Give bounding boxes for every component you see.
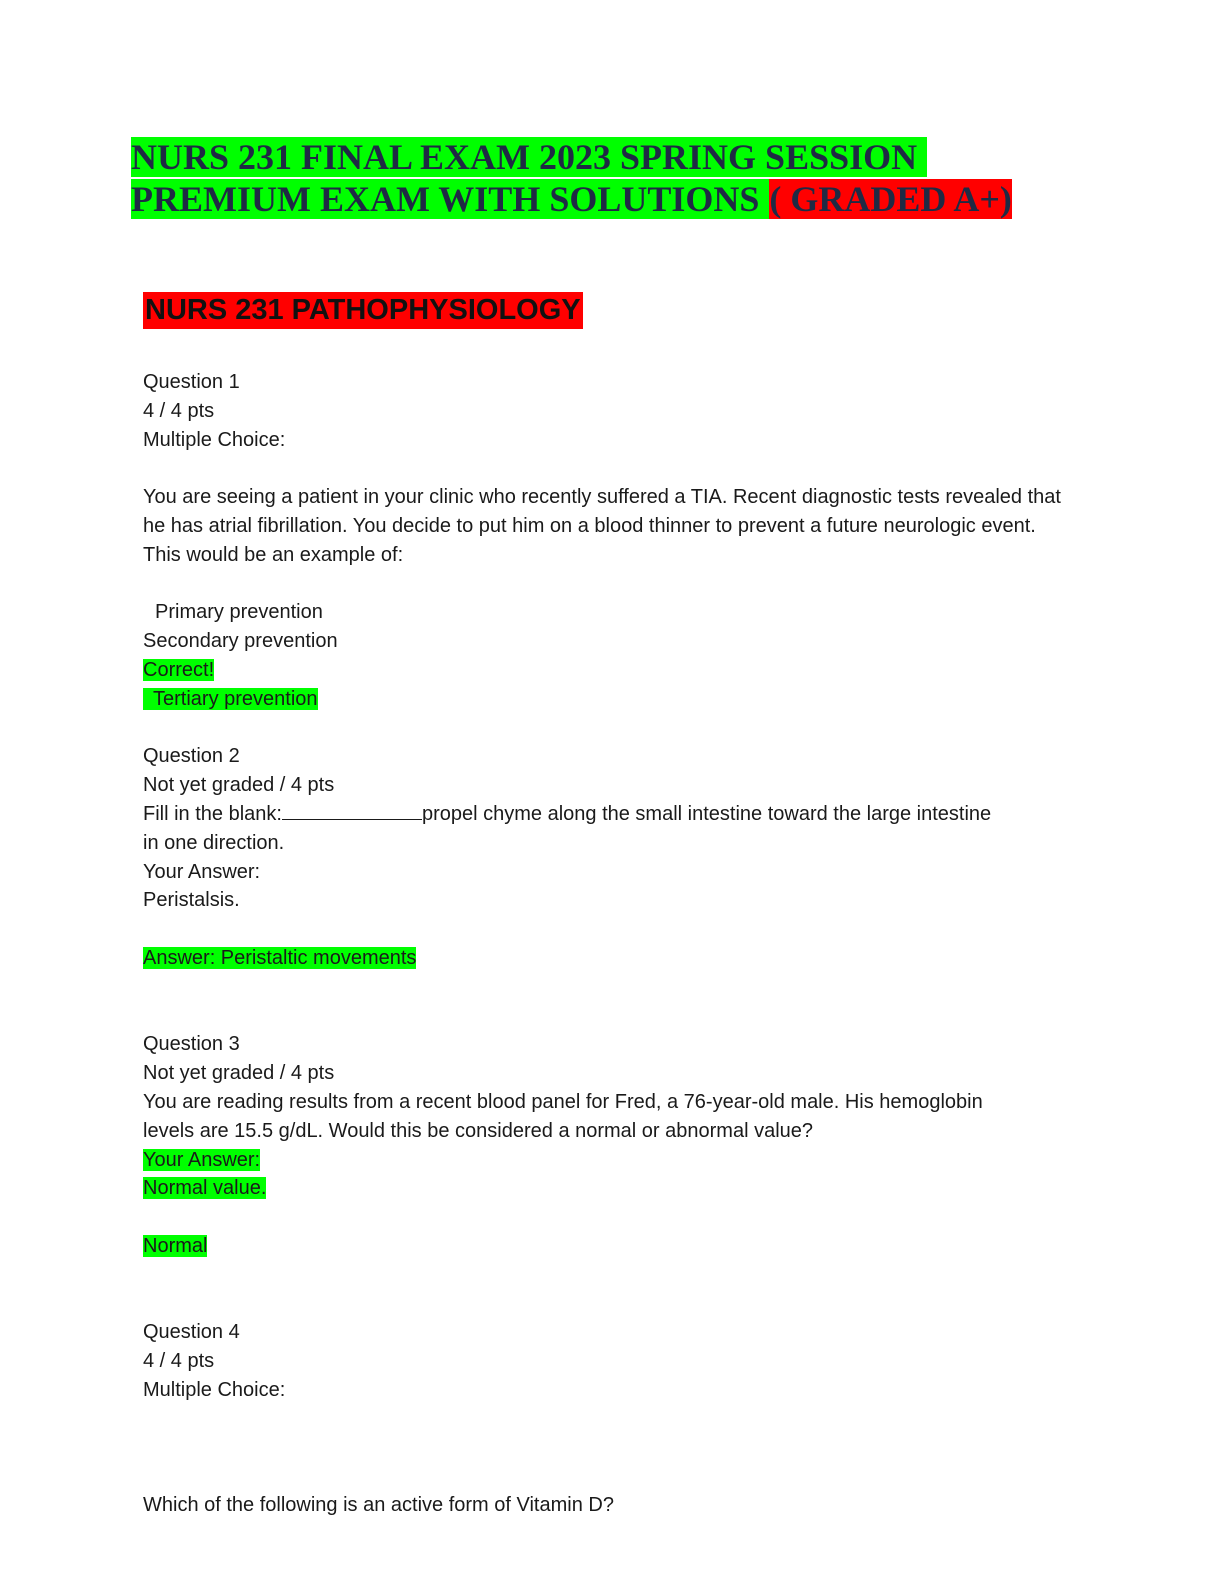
q2-answer-row	[143, 944, 1073, 973]
q4-label: Question 4	[143, 1321, 240, 1344]
title-line-2	[131, 178, 1031, 220]
title-line-1-text: NURS 231 FINAL EXAM 2023 SPRING SESSION	[131, 137, 927, 177]
q4-score: 4 / 4 pts	[143, 1350, 215, 1373]
q1-option-primary: Primary prevention	[155, 601, 323, 624]
fill-in-blank	[282, 800, 422, 820]
q3-label: Question 3	[143, 1033, 240, 1056]
q2-prompt-before: Fill in the blank:	[143, 802, 282, 825]
q2-label: Question 2	[143, 745, 240, 768]
q1-type: Multiple Choice:	[143, 428, 286, 451]
title-line-2-text: PREMIUM EXAM WITH SOLUTIONS	[131, 179, 769, 219]
graded-badge: ( GRADED A+)	[769, 179, 1012, 219]
title-line-1	[131, 136, 1031, 178]
q3-your-answer-row	[143, 1174, 1073, 1203]
q1-option-secondary: Secondary prevention	[143, 630, 338, 653]
q1-score: 4 / 4 pts	[143, 399, 215, 422]
q3-question-line-2: levels are 15.5 g/dL. Would this be considered a normal or abnormal value?	[143, 1119, 814, 1142]
exam-content	[143, 368, 1073, 1520]
q3-score: Not yet graded / 4 pts	[143, 1062, 335, 1085]
q1-tertiary-row	[143, 685, 1073, 714]
q3-your-answer-label: Your Answer:	[143, 1148, 261, 1171]
q3-your-answer-label-row	[143, 1146, 1073, 1175]
q2-your-answer: Peristalsis.	[143, 889, 240, 912]
q1-correct-label: Correct!	[143, 658, 215, 681]
q3-your-answer: Normal value.	[143, 1177, 267, 1200]
q4-type: Multiple Choice:	[143, 1378, 286, 1401]
q1-question-text: You are seeing a patient in your clinic who recently suffered a TIA. Recent diagnostic tests revealed that he has atrial fibrillation. You decide to put him on a blood thinner to prevent a future neurologic event. This would be an example of:	[143, 486, 1061, 566]
q1-label: Question 1	[143, 371, 240, 393]
q2-prompt-continued: in one direction.	[143, 831, 285, 854]
q2-prompt	[143, 800, 1073, 829]
q4-question-text: Which of the following is an active form of Vitamin D?	[143, 1494, 614, 1517]
q2-score: Not yet graded / 4 pts	[143, 774, 335, 797]
q2-prompt-after: propel chyme along the small intestine toward the large intestine	[421, 802, 992, 825]
q3-question-line-1: You are reading results from a recent blood panel for Fred, a 76-year-old male. His hemoglobin	[143, 1090, 983, 1113]
q1-option-tertiary: Tertiary prevention	[143, 688, 318, 710]
document-title	[131, 136, 1031, 220]
q1-correct-row	[143, 656, 1073, 685]
q2-answer: Answer: Peristaltic movements	[143, 946, 417, 969]
section-heading: NURS 231 PATHOPHYSIOLOGY	[143, 292, 583, 329]
q2-your-answer-label: Your Answer:	[143, 860, 261, 883]
q3-answer-row	[143, 1232, 1073, 1261]
q3-answer: Normal	[143, 1234, 208, 1257]
